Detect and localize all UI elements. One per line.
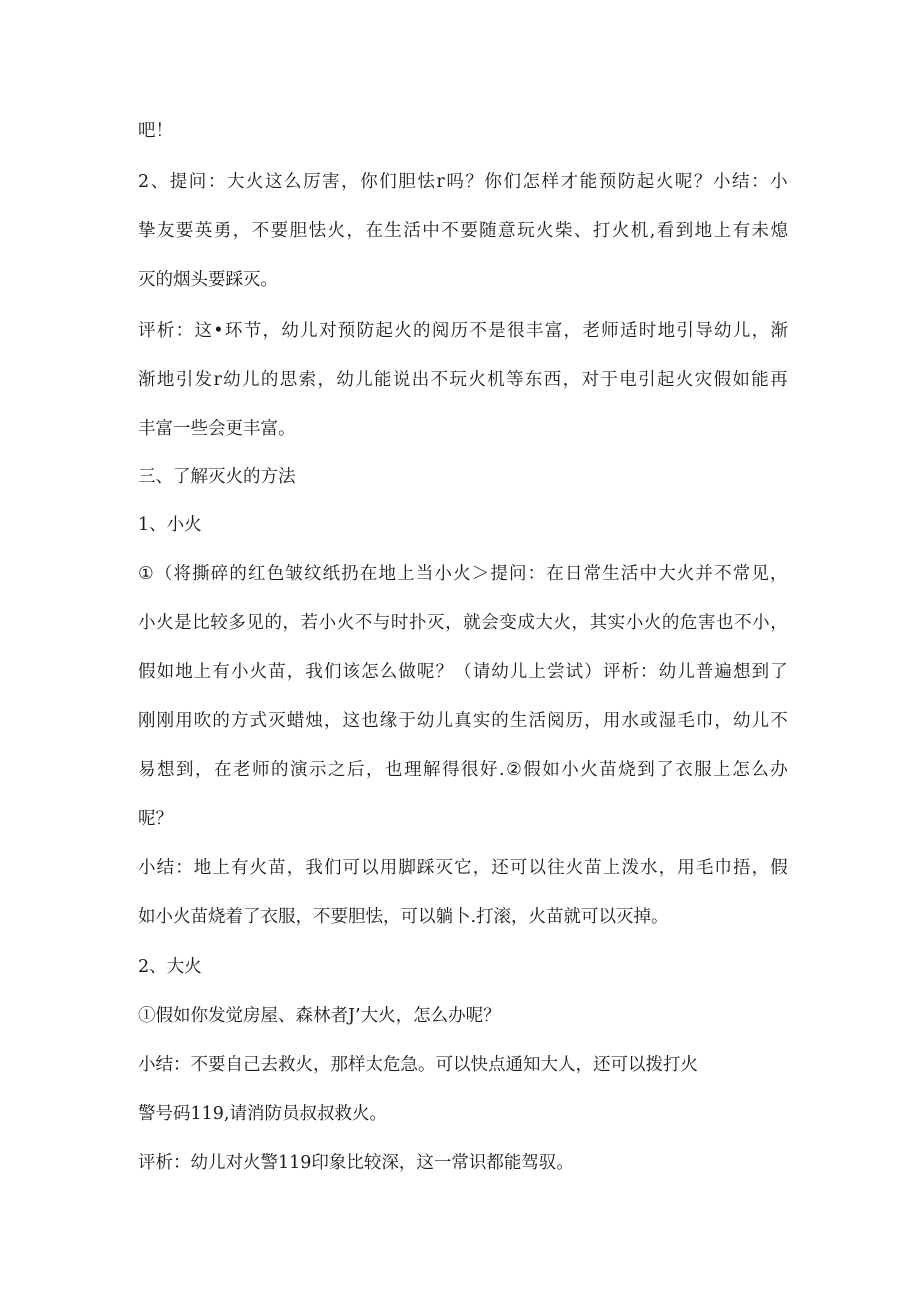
subheading-small-fire: 1、小火 <box>138 515 202 535</box>
paragraph-big-fire-question: ①假如你发觉房屋、森林者J’大火，怎么办呢？ <box>138 1006 501 1026</box>
paragraph-comment-2: 评析：幼儿对火警119印象比较深，这一常识都能驾驭。 <box>138 1153 574 1173</box>
paragraph-small-fire-line-4: 刚 刚 用 吹 的 方 式 灭 蜡 烛 ， 这 也 缘 于 幼 儿 真 实 的 生 活 阅 历 ， 用 水 或 湿 毛 巾 ， 幼 儿 不 <box>138 711 788 731</box>
section-heading-3: 三、了解灭火的方法 <box>138 467 296 487</box>
paragraph-summary-small-fire-line-2: 如小火苗烧着了衣服，不要胆怯，可以躺卜.打滚，火苗就可以灭掉。 <box>138 907 669 927</box>
paragraph-question-2-line-2: 挚 友 要 英 勇 ， 不 要 胆 怯 火 ， 在 生 活 中 不 要 随 意 玩 火 柴 、 打 火 机 , 看 到 地 上 有 未 熄 <box>138 221 788 241</box>
paragraph-small-fire-line-6: 呢？ <box>138 809 173 829</box>
paragraph-small-fire-line-1: ① （ 将 撕 碎 的 红 色 皱 纹 纸 扔 在 地 上 当 小 火 ＞ 提 问 ： 在 日 常 生 活 中 大 火 并 不 常 见 ， <box>138 564 788 584</box>
paragraph-small-fire-line-3: 假 如 地 上 有 小 火 苗 ， 我 们 该 怎 么 做 呢 ？ （ 请 幼 儿 上 尝 试 ） 评 析 ： 幼 儿 普 遍 想 到 了 <box>138 662 788 682</box>
paragraph-summary-big-fire-line-2: 警号码119,请消防员叔叔救火。 <box>138 1104 387 1124</box>
paragraph-summary-big-fire-line-1: 小结：不要自己去救火，那样太危急。可以快点通知大人，还可以拨打火 <box>138 1055 698 1075</box>
paragraph-comment-1-line-3: 丰富一些会更丰富。 <box>138 419 296 439</box>
paragraph-question-2-line-1: 2 、 提 问 ： 大 火 这 么 厉 害 ， 你 们 胆 怯 r 吗 ？ 你 们 怎 样 才 能 预 防 起 火 呢 ？ 小 结 ： 小 <box>138 172 788 192</box>
paragraph-comment-1-line-1: 评 析 ： 这 • 环 节 ， 幼 儿 对 预 防 起 火 的 阅 历 不 是 很 丰 富 ， 老 师 适 时 地 引 导 幼 儿 ， 渐 <box>138 321 788 341</box>
subheading-big-fire: 2、大火 <box>138 957 202 977</box>
text-line-continuation: 吧！ <box>138 121 173 141</box>
paragraph-small-fire-line-2: 小 火 是 比 较 多 见 的 ， 若 小 火 不 与 时 扑 灭 ， 就 会 变 成 大 火 ， 其 实 小 火 的 危 害 也 不 小 ， <box>138 613 788 633</box>
paragraph-small-fire-line-5: 易 想 到 ， 在 老 师 的 演 示 之 后 ， 也 理 解 得 很 好 . ② 假 如 小 火 苗 烧 到 了 衣 服 上 怎 么 办 <box>138 760 788 780</box>
paragraph-comment-1-line-2: 渐 地 引 发 r 幼 儿 的 思 索 ， 幼 儿 能 说 出 不 玩 火 机 等 东 西 ， 对 于 电 引 起 火 灾 假 如 能 再 <box>138 370 788 390</box>
paragraph-question-2-line-3: 灭的烟头要踩灭。 <box>138 270 278 290</box>
paragraph-summary-small-fire-line-1: 小 结 ： 地 上 有 火 苗 ， 我 们 可 以 用 脚 踩 灭 它 ， 还 可 以 往 火 苗 上 泼 水 ， 用 毛 巾 捂 ， 假 <box>138 858 788 878</box>
